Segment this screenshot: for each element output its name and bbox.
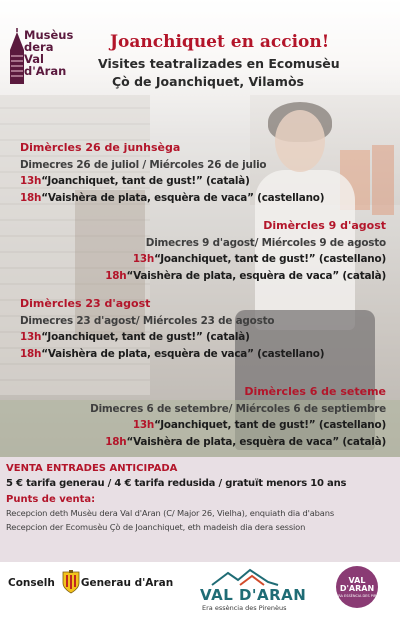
session-subdate: Dimecres 9 d'agost/ Miércoles 9 de agosto [145,236,386,249]
circle-logo-small: ERA ESSÈNCIA DES PIRENÈUS [336,594,389,598]
circle-logo-top: VAL [348,576,366,585]
sale-points-heading: Punts de venta: [6,494,96,505]
logo-line: Val [24,52,44,66]
session-subdate: Dimecres 23 d'agost/ Miércoles 23 de agosto [20,314,275,327]
valdaran-tagline: Era essència des Pirenèus [202,604,287,612]
session-date: Dimèrcles 9 d'agost [263,219,386,232]
show-hour: 18h [20,191,42,204]
show-hour: 13h [20,331,42,343]
logo-line: dera [24,40,54,54]
session-show [20,346,324,363]
session-block [20,140,324,206]
session-show [20,190,324,207]
session-show [105,251,386,268]
ticket-heading: VENTA ENTRADES ANTICIPADA [6,463,178,474]
session-subdate: Dimecres 26 de juliol / Miércoles 26 de julio [20,158,267,171]
show-hour: 18h [105,435,127,448]
show-title: “Joanchiquet, tant de gust!” (castellano) [154,253,386,265]
session-show [20,329,324,346]
ticket-info-box [0,457,400,562]
poster-subtitle: Visites teatralizades en Ecomusèu [98,56,340,71]
logo-line: Musèus [24,28,74,42]
logo-line: d'Aran [24,64,67,78]
show-hour: 13h [132,253,155,265]
session-block [20,296,324,362]
sale-point: Recepcion deth Musèu dera Val d'Aran (C/ Major 26, Vielha), enquiath dia d'abans [6,508,335,518]
session-block [105,218,386,284]
valdaran-circle-logo [336,566,389,608]
circle-logo-main: D'ARAN [339,584,375,593]
ticket-prices: 5 € tarifa generau / 4 € tarifa redusida / gratuït menors 10 ans [6,478,347,489]
session-date: Dimèrcles 26 de junhsèga [20,141,181,154]
session-date: Dimèrcles 23 d'agost [20,297,151,310]
show-hour: 18h [20,347,42,360]
poster-venue: Çò de Joanchiquet, Vilamòs [112,74,304,89]
session-show [20,173,324,190]
show-hour: 13h [132,419,155,431]
session-subdate: Dimecres 6 de setembre/ Miércoles 6 de septiembre [90,402,386,415]
session-date: Dimèrcles 6 de seteme [244,385,386,398]
session-block [90,384,386,450]
poster-title: Joanchiquet en accion! [110,32,330,52]
valdaran-logo [200,566,320,610]
session-show [105,268,386,285]
show-hour: 13h [20,175,42,187]
show-title: “Joanchiquet, tant de gust!” (català) [41,331,250,343]
show-title: “Joanchiquet, tant de gust!” (castellano) [154,419,386,431]
session-show [90,434,386,451]
sale-point: Recepcion der Ecomusèu Çò de Joanchiquet, eth madeish dia dera session [6,522,306,532]
generau-word: Generau d'Aran [80,577,174,589]
sponsor-footer [0,562,400,618]
conselh-word: Conselh [8,577,55,589]
show-title: “Vaishèra de plata, esquèra de vaca” (català) [126,435,386,448]
session-show [90,417,386,434]
conselh-generau-logo [8,577,173,589]
aran-shield-icon [61,570,81,594]
show-title: “Joanchiquet, tant de gust!” (català) [41,175,250,187]
valdaran-name: VAL D'ARAN [200,586,307,604]
show-title: “Vaishèra de plata, esquèra de vaca” (castellano) [41,347,325,360]
show-title: “Vaishèra de plata, esquèra de vaca” (català) [126,269,386,282]
show-hour: 18h [105,269,127,282]
mountain-icon [210,568,280,586]
show-title: “Vaishèra de plata, esquèra de vaca” (castellano) [41,191,325,204]
